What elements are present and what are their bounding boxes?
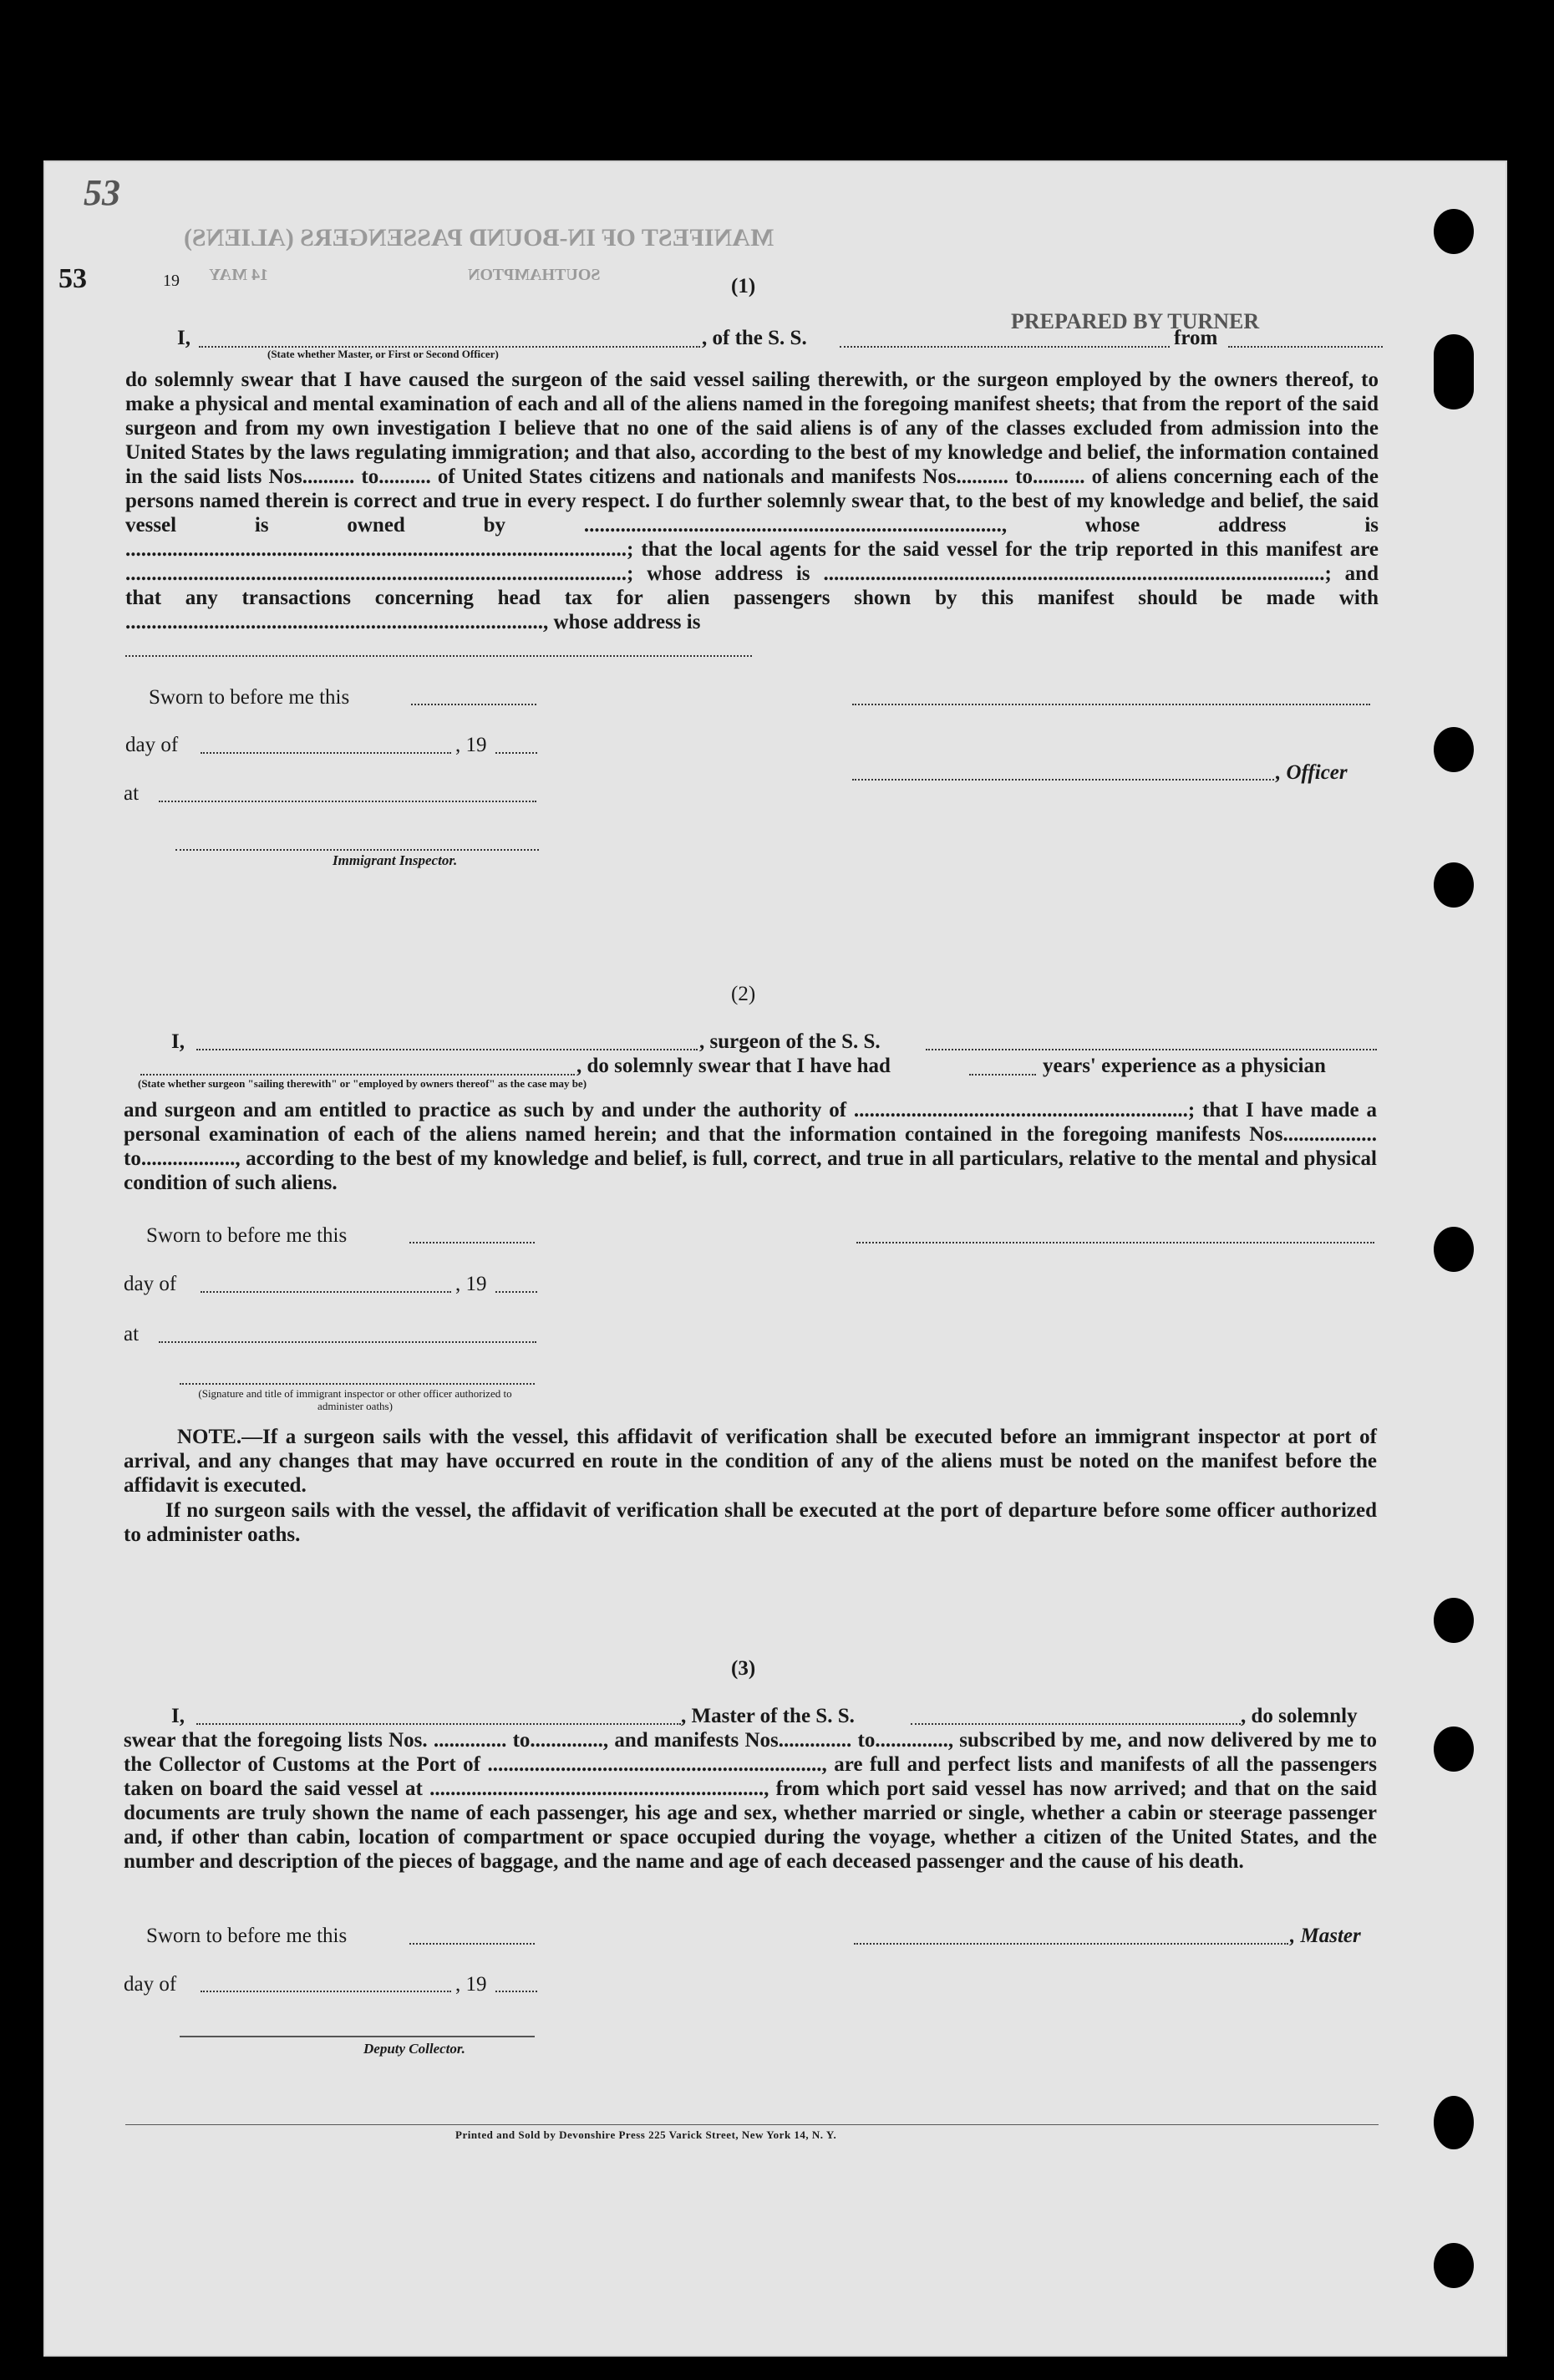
punch-hole (1434, 862, 1474, 908)
punch-hole (1434, 334, 1474, 409)
from-label: from (1174, 327, 1218, 349)
signature-field-2[interactable] (856, 1242, 1374, 1243)
solemnly-label: , do solemnly (1241, 1705, 1358, 1727)
officer-label: , Officer (1276, 761, 1348, 784)
section3-i-label: I, (171, 1705, 185, 1727)
section3-number: (3) (731, 1657, 756, 1680)
printer-credit: Printed and Sold by Devonshire Press 225 Varick Street, New York 14, N. Y. (455, 2128, 837, 2141)
experience-label: years' experience as a physician (1043, 1055, 1326, 1077)
oath-officer-signature-field[interactable] (180, 1383, 535, 1385)
inspector-signature-field[interactable] (175, 849, 539, 851)
footer-rule (125, 2124, 1379, 2125)
surgeon-name-field[interactable] (196, 1049, 698, 1050)
at-field-2[interactable] (159, 1341, 536, 1343)
punch-hole (1434, 209, 1474, 254)
years-experience-field[interactable] (969, 1074, 1036, 1076)
punch-hole (1434, 727, 1474, 772)
address-continuation-field[interactable] (125, 655, 752, 657)
signature-hint: (Signature and title of immigrant inspector or other officer authorized to administer oaths) (198, 1387, 512, 1412)
master-signature-field[interactable] (854, 1943, 1288, 1945)
officer-signature-field[interactable] (852, 779, 1274, 781)
day-of-field-2[interactable] (201, 1291, 451, 1293)
master-label: , Master of the S. S. (681, 1705, 855, 1727)
punch-hole (1434, 2243, 1474, 2288)
punch-hole (1434, 1598, 1474, 1643)
sworn-phrase-2: , do solemnly swear that I have had (576, 1055, 891, 1077)
vessel-name-field[interactable] (840, 346, 1170, 348)
day-of-label-2: day of (124, 1273, 177, 1295)
master-name-field-3[interactable] (196, 1723, 681, 1725)
section2-number: (2) (731, 983, 756, 1005)
year-field-3[interactable] (495, 1991, 537, 1992)
mirrored-header-line1: MANIFEST OF IN-BOUND PASSENGERS (ALIENS) (184, 224, 774, 252)
margin-number: 53 (84, 172, 120, 213)
year-field-2[interactable] (495, 1291, 537, 1293)
day-of-field-1[interactable] (201, 752, 451, 754)
at-label-1: at (124, 782, 140, 805)
section1-number: (1) (731, 275, 756, 298)
mirrored-header-line3: 14 MAY (209, 266, 268, 284)
master-vessel-field[interactable] (911, 1723, 1241, 1725)
year-label-3: , 19 (455, 1973, 487, 1996)
from-port-field[interactable] (1228, 346, 1383, 348)
punch-hole (1434, 1227, 1474, 1272)
collector-signature-line[interactable] (180, 2036, 535, 2037)
at-label-2: at (124, 1323, 140, 1345)
mirrored-header-line2: SOUTHAMPTON (468, 266, 601, 284)
section3-paragraph: swear that the foregoing lists Nos. .............. to.............., and manifests Nos.............. to.............., subscribed by me, and now delivered by me to the Collector of Customs at the Port of ................................................................, are full and perfect lists and manifests of all the passengers taken on board the said vessel at ................................................................, from which port said vessel has now arrived; and that on the said documents are truly shown the name of each passenger, his age and sex, whether married or single, whether a cabin or steerage passenger and, if other than cabin, location of compartment or space occupied during the voyage, whether a citizen of the United States, and the number and description of the pieces of baggage, and the name and age of each deceased passenger and the cause of his death. (124, 1729, 1377, 1873)
signature-field-1[interactable] (852, 704, 1370, 705)
sworn-day-field-2[interactable] (409, 1242, 535, 1243)
year-label-2: , 19 (455, 1273, 487, 1295)
sworn-day-field-3[interactable] (409, 1943, 535, 1945)
day-of-label-1: day of (125, 734, 179, 756)
prepared-stamp: PREPARED BY TURNER (1011, 309, 1260, 333)
surgeon-status-field[interactable] (140, 1074, 575, 1076)
master-sig-label: , Master (1290, 1925, 1361, 1947)
collector-label: Deputy Collector. (363, 2041, 465, 2057)
surgeon-vessel-field[interactable] (926, 1049, 1377, 1050)
year-field-1[interactable] (495, 752, 537, 754)
sworn-label-2: Sworn to before me this (146, 1224, 348, 1247)
section2-hint: (State whether surgeon "sailing therewith" or "employed by owners thereof" as the case may be) (138, 1077, 587, 1090)
note-text: —If a surgeon sails with the vessel, this affidavit of verification shall be executed before an immigrant inspector at port of arrival, and any changes that may have occurred en route in the condition of any of the aliens must be noted on the manifest before the affidavit is executed. (124, 1426, 1377, 1497)
sworn-label-1: Sworn to before me this (149, 686, 350, 709)
sworn-label-3: Sworn to before me this (146, 1925, 348, 1947)
section2-i-label: I, (171, 1030, 185, 1053)
day-of-field-3[interactable] (201, 1991, 451, 1992)
punch-hole (1434, 1727, 1474, 1772)
at-field-1[interactable] (159, 801, 536, 802)
note-label: NOTE. (177, 1426, 242, 1448)
section1-hint: (State whether Master, or First or Second Officer) (267, 348, 499, 360)
note-paragraph (124, 1425, 1377, 1498)
section1-i-label: I, (177, 327, 190, 349)
surgeon-label: , surgeon of the S. S. (699, 1030, 881, 1053)
year-hand: 53 (58, 263, 87, 294)
day-of-label-3: day of (124, 1973, 177, 1996)
section1-paragraph: do solemnly swear that I have caused the surgeon of the said vessel sailing therewith, or the surgeon employed by the owners thereof, to make a physical and mental examination of each and all of the aliens named in the foregoing manifest sheets; that from the report of the said surgeon and from my own investigation I believe that no one of the said aliens is of any of the classes excluded from admission into the United States by the laws regulating immigration; and that also, according to the best of my knowledge and belief, the information contained in the said lists Nos.......... to.......... of United States citizens and nationals and manifests Nos.......... to.......... of aliens concerning each of the persons named therein is correct and true in every respect. I do further solemnly swear that, to the best of my knowledge and belief, the said vessel is owned by ................................................................................, whose address is ................................................................................................; that the local agents for the said vessel for the trip reported in this manifest are ................................................................................................; whose address is ................................................................................................; and that any transactions concerning head tax for alien passengers shown by this manifest should be made with ................................................................................, whose address is (125, 369, 1379, 633)
year-fragment: 19 (163, 272, 180, 290)
of-ss-label: , of the S. S. (702, 327, 807, 349)
year-label-1: , 19 (455, 734, 487, 756)
punch-hole (1434, 2096, 1474, 2149)
sworn-day-field-1[interactable] (411, 704, 536, 705)
section2-paragraph: and surgeon and am entitled to practice as such by and under the authority of ................................................................; that I have made a personal examination of each of the aliens named herein; and that the information contained in the foregoing manifests Nos.................. to.................., according to the best of my knowledge and belief, is full, correct, and true in all particulars, relative to the mental and physical condition of such aliens. (124, 1099, 1377, 1194)
inspector-label: Immigrant Inspector. (333, 852, 458, 868)
note2-paragraph: If no surgeon sails with the vessel, the affidavit of verification shall be executed at the port of departure before some officer authorized to administer oaths. (124, 1499, 1377, 1546)
